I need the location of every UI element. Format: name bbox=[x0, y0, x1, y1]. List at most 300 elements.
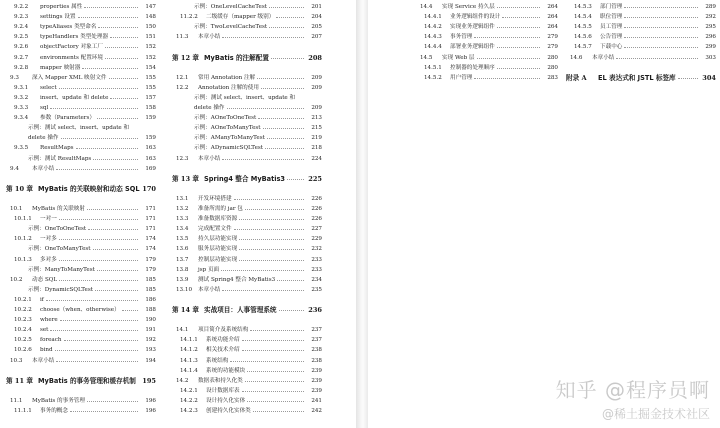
toc-entry-number: 14.2.1 bbox=[180, 387, 198, 394]
toc-entry-page: 264 bbox=[547, 4, 558, 10]
toc-leader-dots bbox=[276, 17, 304, 18]
toc-leader-dots bbox=[122, 310, 138, 311]
toc-entry-title: bind bbox=[40, 347, 53, 354]
toc-entry-page: 215 bbox=[311, 125, 322, 132]
toc-entry-title: 示例：AOneToManyTest bbox=[194, 125, 261, 132]
toc-entry-number: 14.5.2 bbox=[424, 74, 442, 81]
toc-entry-page: 238 bbox=[311, 357, 322, 364]
toc-leader-dots bbox=[98, 27, 138, 28]
toc-entry-number: 14.2.2 bbox=[180, 397, 198, 404]
toc-leader-dots bbox=[46, 300, 138, 301]
toc-leader-dots bbox=[497, 68, 540, 69]
toc-entry-title: 示例：ADynamicSQLTest bbox=[194, 145, 264, 152]
toc-entry-page: 292 bbox=[705, 14, 716, 21]
toc-entry-title: 职位管理 bbox=[600, 14, 623, 21]
toc-entry-title: 二级缓存（mapper 级别） bbox=[206, 14, 275, 21]
toc-entry-number: 14.1.4 bbox=[180, 367, 198, 374]
toc-entry-title: 实战项目：人事管理系统 bbox=[204, 306, 277, 314]
toc-entry-page: 170 bbox=[142, 184, 156, 193]
toc-entry-page: 157 bbox=[145, 94, 156, 101]
toc-leader-dots bbox=[477, 58, 540, 59]
toc-entry-number: 9.2.3 bbox=[14, 14, 29, 21]
toc-entry-number: 12.1 bbox=[176, 74, 189, 81]
toc-entry-title: 完成配置文件 bbox=[198, 226, 232, 233]
toc-leader-dots bbox=[97, 270, 138, 271]
toc-leader-dots bbox=[265, 148, 304, 149]
toc-entry-number: 9.3.4 bbox=[14, 115, 29, 122]
toc-leader-dots bbox=[474, 78, 540, 79]
toc-entry-page: 196 bbox=[145, 408, 156, 414]
toc-entry-page: 159 bbox=[145, 135, 156, 142]
toc-entry-page: 209 bbox=[311, 74, 322, 81]
toc-entry-title: 示例：AOneToOneTest bbox=[194, 115, 257, 122]
toc-leader-dots bbox=[88, 229, 138, 230]
toc-leader-dots bbox=[258, 118, 304, 119]
toc-entry-page: 148 bbox=[145, 14, 156, 21]
toc-entry-title: 示例：测试 select、insert、update 和 bbox=[194, 94, 296, 101]
toc-entry-title: ResultMaps bbox=[40, 145, 74, 152]
toc-entry bbox=[172, 153, 322, 165]
toc-entry-number: 14.4.2 bbox=[424, 24, 442, 31]
toc-entry-number: 11.1.1 bbox=[14, 408, 32, 414]
toc-entry bbox=[6, 405, 156, 417]
toc-leader-dots bbox=[261, 88, 304, 89]
toc-entry-page: 163 bbox=[145, 145, 156, 152]
toc-entry-title: 示例：AManyToManyTest bbox=[194, 135, 265, 142]
toc-entry-page: 196 bbox=[145, 397, 156, 404]
toc-entry-page: 239 bbox=[311, 377, 322, 384]
toc-entry-title: 常用 Annotation 注解 bbox=[198, 74, 256, 81]
toc-leader-dots bbox=[78, 17, 138, 18]
toc-entry-number: 9.2.5 bbox=[14, 34, 29, 41]
toc-entry-title: foreach bbox=[40, 337, 62, 344]
toc-entry-title: 本章小结 bbox=[198, 34, 221, 41]
toc-leader-dots bbox=[242, 340, 304, 341]
toc-entry-page: 179 bbox=[145, 256, 156, 263]
toc-entry-title: 项目简介及系统结构 bbox=[198, 327, 249, 334]
toc-entry-page: 191 bbox=[145, 327, 156, 334]
toc-leader-dots bbox=[87, 401, 138, 402]
toc-leader-dots bbox=[474, 37, 540, 38]
toc-entry-page: 279 bbox=[547, 44, 558, 51]
toc-entry-page: 190 bbox=[145, 317, 156, 324]
toc-entry-title: 下载中心 bbox=[600, 44, 623, 51]
toc-entry-page: 151 bbox=[145, 34, 156, 41]
toc-entry-page: 155 bbox=[145, 74, 156, 81]
toc-entry-page: 195 bbox=[142, 376, 156, 385]
toc-entry-page: 192 bbox=[145, 337, 156, 344]
toc-leader-dots bbox=[502, 17, 540, 18]
toc-entry-title: 示例：OneLevelCacheTest bbox=[194, 4, 267, 10]
toc-entry-number: 9.2.7 bbox=[14, 54, 29, 61]
toc-entry-title: properties 属性 bbox=[40, 4, 83, 10]
toc-entry bbox=[172, 31, 322, 43]
toc-leader-dots bbox=[234, 229, 304, 230]
toc-leader-dots bbox=[55, 350, 138, 351]
toc-entry-title: select bbox=[40, 84, 57, 91]
toc-entry-page: 264 bbox=[547, 24, 558, 31]
toc-leader-dots bbox=[76, 148, 138, 149]
toc-entry-title: 示例：测试 select、insert、update 和 bbox=[28, 125, 130, 132]
toc-leader-dots bbox=[624, 47, 698, 48]
left-page bbox=[0, 0, 356, 428]
toc-entry-page: 296 bbox=[705, 34, 716, 41]
toc-entry-page: 188 bbox=[145, 307, 156, 313]
toc-entry bbox=[172, 284, 322, 296]
toc-entry-title: 控制层功能实现 bbox=[198, 256, 238, 263]
toc-entry-number: 9.2.8 bbox=[14, 64, 29, 71]
toc-entry-number: 14.6 bbox=[570, 54, 583, 61]
toc-entry-page: 236 bbox=[308, 306, 322, 314]
toc-entry-page: 209 bbox=[311, 105, 322, 111]
toc-entry-title: environments 配置环境 bbox=[40, 54, 103, 61]
toc-entry-title: 创建持久化实体类 bbox=[206, 408, 251, 414]
toc-entry-number: 14.1.1 bbox=[180, 337, 198, 344]
toc-entry-page: 299 bbox=[705, 44, 716, 51]
toc-leader-dots bbox=[59, 280, 138, 281]
toc-entry-page: 159 bbox=[145, 115, 156, 122]
toc-leader-dots bbox=[247, 371, 304, 372]
toc-leader-dots bbox=[230, 361, 304, 362]
toc-entry-page: 224 bbox=[311, 155, 322, 162]
toc-leader-dots bbox=[247, 401, 304, 402]
toc-entry-title: 本章小结 bbox=[32, 357, 55, 364]
toc-entry-number: 14.5.1 bbox=[424, 64, 442, 71]
toc-entry-number: 13.1 bbox=[176, 195, 189, 202]
toc-entry-title: 本章小结 bbox=[198, 155, 221, 162]
toc-chapter-entry bbox=[172, 52, 322, 64]
toc-entry-page: 239 bbox=[311, 367, 322, 374]
toc-entry-title: 事务的概念 bbox=[40, 408, 68, 414]
toc-leader-dots bbox=[82, 68, 138, 69]
toc-entry-number: 10.2.3 bbox=[14, 317, 32, 324]
toc-entry-number: 10.2.5 bbox=[14, 337, 32, 344]
toc-entry-title: choose（when、otherwise） bbox=[40, 307, 120, 313]
toc-entry-number: 14.4.1 bbox=[424, 14, 442, 21]
toc-entry-title: 部署业务逻辑组件 bbox=[450, 44, 495, 51]
toc-entry-number: 14.2 bbox=[176, 377, 189, 384]
toc-leader-dots bbox=[267, 138, 304, 139]
toc-entry-number: 14.1.2 bbox=[180, 347, 198, 354]
toc-leader-dots bbox=[110, 98, 138, 99]
toc-entry-number: 9.3.2 bbox=[14, 94, 29, 101]
toc-entry-page: 279 bbox=[547, 34, 558, 41]
toc-entry-number: 第 12 章 bbox=[172, 53, 199, 62]
toc-entry-number: 9.2.2 bbox=[14, 4, 29, 10]
toc-entry-page: 171 bbox=[145, 216, 156, 223]
toc-entry-number: 14.5.5 bbox=[574, 24, 592, 31]
toc-entry-number: 10.1.2 bbox=[14, 236, 32, 243]
toc-entry-page: 152 bbox=[145, 44, 156, 51]
toc-entry-page: 150 bbox=[145, 24, 156, 31]
toc-leader-dots bbox=[239, 219, 304, 220]
toc-entry-title: 实现 Service 持久层 bbox=[442, 4, 495, 10]
toc-entry bbox=[6, 355, 156, 367]
toc-entry-number: 14.4 bbox=[420, 4, 433, 10]
toc-entry-title: delete 操作 bbox=[28, 135, 59, 142]
toc-entry-number: 第 11 章 bbox=[6, 376, 33, 385]
toc-entry-page: 205 bbox=[311, 24, 322, 31]
toc-entry-page: 171 bbox=[145, 226, 156, 233]
toc-leader-dots bbox=[87, 209, 138, 210]
toc-entry-page: 283 bbox=[547, 74, 558, 81]
toc-entry-page: 226 bbox=[311, 206, 322, 212]
toc-entry-number: 第 13 章 bbox=[172, 174, 199, 183]
toc-leader-dots bbox=[678, 78, 698, 79]
toc-entry-title: 深入 Mapper XML 映射文件 bbox=[32, 74, 107, 81]
toc-entry-page: 239 bbox=[311, 387, 322, 394]
toc-entry-title: 设计持久化实体 bbox=[206, 397, 246, 404]
toc-entry-number: 13.9 bbox=[176, 276, 189, 283]
toc-entry-number: 14.5.3 bbox=[574, 4, 592, 10]
toc-entry-page: 289 bbox=[705, 4, 716, 10]
toc-entry-number: 10.1.1 bbox=[14, 216, 32, 223]
toc-entry bbox=[416, 72, 558, 84]
toc-entry-page: 229 bbox=[311, 236, 322, 243]
toc-entry bbox=[6, 163, 156, 175]
toc-leader-dots bbox=[64, 340, 138, 341]
toc-leader-dots bbox=[245, 381, 304, 382]
toc-leader-dots bbox=[253, 411, 304, 412]
toc-leader-dots bbox=[497, 7, 540, 8]
toc-entry-number: 14.5 bbox=[420, 54, 433, 61]
toc-leader-dots bbox=[110, 37, 138, 38]
toc-entry-title: 开发环境搭建 bbox=[198, 195, 232, 202]
toc-entry-page: 193 bbox=[145, 347, 156, 354]
toc-leader-dots bbox=[263, 128, 304, 129]
toc-entry-number: 10.1 bbox=[10, 206, 23, 212]
toc-entry-page: 213 bbox=[311, 115, 322, 122]
toc-entry-title: objectFactory 对象工厂 bbox=[40, 44, 103, 51]
toc-entry-title: MyBatis 的事务管理 bbox=[32, 397, 85, 404]
toc-entry-page: 233 bbox=[311, 256, 322, 263]
toc-entry-title: 一对一 bbox=[40, 216, 57, 223]
toc-leader-dots bbox=[257, 78, 304, 79]
toc-leader-dots bbox=[56, 361, 138, 362]
toc-leader-dots bbox=[56, 169, 138, 170]
page-gutter bbox=[356, 0, 368, 428]
toc-leader-dots bbox=[242, 391, 304, 392]
toc-entry-page: 225 bbox=[308, 174, 322, 183]
toc-entry-title: 系统的功能模块 bbox=[206, 367, 246, 374]
toc-entry-title: 示例：TwoLevelCacheTest bbox=[194, 24, 268, 31]
toc-entry-number: 13.3 bbox=[176, 216, 189, 223]
toc-entry-page: 218 bbox=[311, 145, 322, 152]
toc-entry-title: EL 表达式和 JSTL 标签库 bbox=[598, 73, 676, 82]
toc-entry-title: 实现 Web 层 bbox=[442, 54, 475, 61]
toc-entry-number: 13.2 bbox=[176, 206, 189, 212]
toc-entry-page: 207 bbox=[311, 34, 322, 41]
toc-leader-dots bbox=[287, 179, 304, 180]
toc-entry-title: jsp 页面 bbox=[198, 266, 220, 273]
toc-entry-title: insert、update 和 delete bbox=[40, 94, 109, 101]
toc-entry-title: typeAliases 类型命名 bbox=[40, 24, 97, 31]
toc-entry-number: 第 10 章 bbox=[6, 184, 33, 193]
toc-entry-page: 219 bbox=[311, 135, 322, 142]
toc-entry-number: 9.3.1 bbox=[14, 84, 29, 91]
toc-leader-dots bbox=[227, 108, 304, 109]
toc-leader-dots bbox=[497, 47, 540, 48]
toc-entry-title: 相关技术介绍 bbox=[206, 347, 240, 354]
toc-leader-dots bbox=[239, 239, 304, 240]
toc-entry-page: 179 bbox=[145, 266, 156, 273]
toc-entry-number: 10.1.3 bbox=[14, 256, 32, 263]
toc-entry-page: 154 bbox=[145, 64, 156, 71]
toc-entry-title: MyBatis 的注解配置 bbox=[204, 53, 269, 62]
toc-entry-page: 304 bbox=[702, 73, 716, 82]
toc-leader-dots bbox=[624, 27, 698, 28]
toc-entry-title: 系统结构 bbox=[206, 357, 229, 364]
toc-entry-title: 实现业务逻辑组件 bbox=[450, 24, 495, 31]
toc-entry-page: 208 bbox=[308, 53, 322, 62]
toc-leader-dots bbox=[105, 58, 138, 59]
toc-entry-number: 12.2 bbox=[176, 84, 189, 91]
toc-entry-number: 9.3.3 bbox=[14, 105, 29, 111]
toc-entry-page: 174 bbox=[145, 246, 156, 253]
toc-entry-number: 10.2 bbox=[10, 276, 23, 283]
toc-entry-page: 147 bbox=[145, 4, 156, 10]
toc-leader-dots bbox=[61, 138, 138, 139]
toc-entry-number: 10.2.6 bbox=[14, 347, 32, 354]
toc-entry-number: 13.10 bbox=[176, 286, 193, 293]
toc-chapter-entry bbox=[172, 173, 322, 185]
toc-entry-title: settings 设置 bbox=[40, 14, 76, 21]
toc-chapter-entry bbox=[172, 304, 322, 316]
toc-entry-number: 14.4.4 bbox=[424, 44, 442, 51]
toc-entry-page: 264 bbox=[547, 14, 558, 21]
toc-leader-dots bbox=[59, 88, 138, 89]
toc-entry-number: 14.1.3 bbox=[180, 357, 198, 364]
toc-entry-page: 227 bbox=[311, 226, 322, 233]
toc-entry-title: MyBatis 的关联映射 bbox=[32, 206, 85, 212]
toc-entry-page: 280 bbox=[547, 54, 558, 61]
toc-entry-number: 第 14 章 bbox=[172, 306, 199, 314]
toc-leader-dots bbox=[279, 310, 304, 311]
toc-entry-title: 设计数据库表 bbox=[206, 387, 240, 394]
toc-entry-title: Spring4 整合 MyBatis3 bbox=[204, 174, 286, 183]
toc-entry-page: 241 bbox=[311, 397, 322, 404]
toc-entry-title: 示例：ManyToManyTest bbox=[28, 266, 95, 273]
toc-entry-page: 185 bbox=[145, 286, 156, 293]
toc-entry-page: 303 bbox=[705, 54, 716, 61]
toc-entry-page: 234 bbox=[311, 276, 322, 283]
toc-entry-title: 用户管理 bbox=[450, 74, 473, 81]
toc-entry-number: 11.3 bbox=[176, 34, 189, 41]
toc-entry-number: 13.6 bbox=[176, 246, 189, 253]
toc-leader-dots bbox=[93, 249, 138, 250]
toc-leader-dots bbox=[269, 7, 304, 8]
toc-entry-title: Annotation 注解的使用 bbox=[198, 84, 259, 91]
toc-entry-number: 9.4 bbox=[10, 165, 19, 172]
right-page bbox=[368, 0, 720, 428]
toc-entry-number: 12.3 bbox=[176, 155, 189, 162]
toc-leader-dots bbox=[50, 108, 138, 109]
toc-entry-number: 9.2.4 bbox=[14, 24, 29, 31]
toc-leader-dots bbox=[60, 320, 138, 321]
toc-entry-page: 295 bbox=[705, 24, 716, 31]
toc-entry-title: 事务管理 bbox=[450, 34, 473, 41]
toc-entry-number: 9.3.5 bbox=[14, 145, 29, 152]
toc-entry-title: 准备所需的 jar 包 bbox=[198, 206, 243, 212]
toc-leader-dots bbox=[250, 330, 304, 331]
toc-entry-page: 155 bbox=[145, 84, 156, 91]
toc-entry-title: 公告管理 bbox=[600, 34, 623, 41]
toc-entry-title: 本章小结 bbox=[198, 286, 221, 293]
toc-entry-page: 158 bbox=[145, 105, 156, 111]
toc-leader-dots bbox=[105, 47, 138, 48]
toc-entry-title: 员工管理 bbox=[600, 24, 623, 31]
toc-entry-title: 参数（Parameters） bbox=[40, 115, 95, 122]
toc-leader-dots bbox=[271, 58, 304, 59]
toc-entry-title: 本章小结 bbox=[592, 54, 615, 61]
toc-leader-dots bbox=[242, 350, 304, 351]
toc-entry-title: 示例：测试 ResultMaps bbox=[28, 155, 92, 162]
toc-leader-dots bbox=[624, 37, 698, 38]
toc-entry-title: typeHandlers 类型处理器 bbox=[40, 34, 109, 41]
toc-entry-number: 10.2.4 bbox=[14, 327, 32, 334]
toc-entry-number: 11.1 bbox=[10, 397, 23, 404]
toc-leader-dots bbox=[84, 7, 138, 8]
toc-entry-number: 9.2.6 bbox=[14, 44, 29, 51]
toc-entry-title: 服务层功能实现 bbox=[198, 246, 238, 253]
toc-entry bbox=[172, 405, 322, 417]
toc-entry-number: 11.2.2 bbox=[180, 14, 198, 21]
toc-leader-dots bbox=[97, 118, 138, 119]
toc-entry-number: 13.7 bbox=[176, 256, 189, 263]
toc-leader-dots bbox=[624, 17, 698, 18]
toc-leader-dots bbox=[222, 290, 304, 291]
toc-entry-title: MyBatis 的事务管理和缓存机制 bbox=[38, 376, 136, 385]
toc-entry-page: 233 bbox=[311, 266, 322, 273]
toc-entry-number: 9.3 bbox=[10, 74, 19, 81]
toc-leader-dots bbox=[109, 78, 138, 79]
toc-entry-number: 10.2.1 bbox=[14, 296, 32, 303]
toc-entry-number: 10.3 bbox=[10, 357, 23, 364]
toc-entry-page: 152 bbox=[145, 54, 156, 61]
toc-entry-number: 14.1 bbox=[176, 327, 189, 334]
toc-entry-title: 数据表和持久化类 bbox=[198, 377, 243, 384]
toc-entry-page: 204 bbox=[311, 14, 322, 21]
watermark-juejin: @稀土掘金技术社区 bbox=[601, 407, 710, 421]
toc-leader-dots bbox=[222, 37, 304, 38]
toc-entry-number: 13.8 bbox=[176, 266, 189, 273]
toc-entry-title: 准备数据库资源 bbox=[198, 216, 238, 223]
toc-entry-title: sql bbox=[40, 105, 49, 111]
toc-entry-page: 186 bbox=[145, 296, 156, 303]
toc-entry-title: 多对多 bbox=[40, 256, 57, 263]
toc-entry-number: 14.5.4 bbox=[574, 14, 592, 21]
toc-leader-dots bbox=[234, 199, 304, 200]
toc-leader-dots bbox=[245, 209, 304, 210]
toc-entry-number: 13.5 bbox=[176, 236, 189, 243]
toc-entry-title: where bbox=[40, 317, 58, 324]
toc-leader-dots bbox=[269, 27, 304, 28]
toc-leader-dots bbox=[59, 260, 138, 261]
toc-leader-dots bbox=[497, 27, 540, 28]
toc-entry-number: 14.5.6 bbox=[574, 34, 592, 41]
toc-entry-number: 14.5.7 bbox=[574, 44, 592, 51]
toc-entry-page: 209 bbox=[311, 84, 322, 91]
toc-entry-page: 238 bbox=[311, 347, 322, 354]
toc-entry-title: 持久层功能实现 bbox=[198, 236, 238, 243]
toc-entry-page: 194 bbox=[145, 357, 156, 364]
toc-leader-dots bbox=[95, 290, 138, 291]
toc-entry-title: 动态 SQL bbox=[32, 276, 58, 283]
toc-entry-page: 242 bbox=[311, 408, 322, 414]
toc-entry-title: 示例：DynamicSQLTest bbox=[28, 286, 93, 293]
toc-entry-title: 一对多 bbox=[40, 236, 57, 243]
toc-entry-title: 示例：OneToManyTest bbox=[28, 246, 91, 253]
